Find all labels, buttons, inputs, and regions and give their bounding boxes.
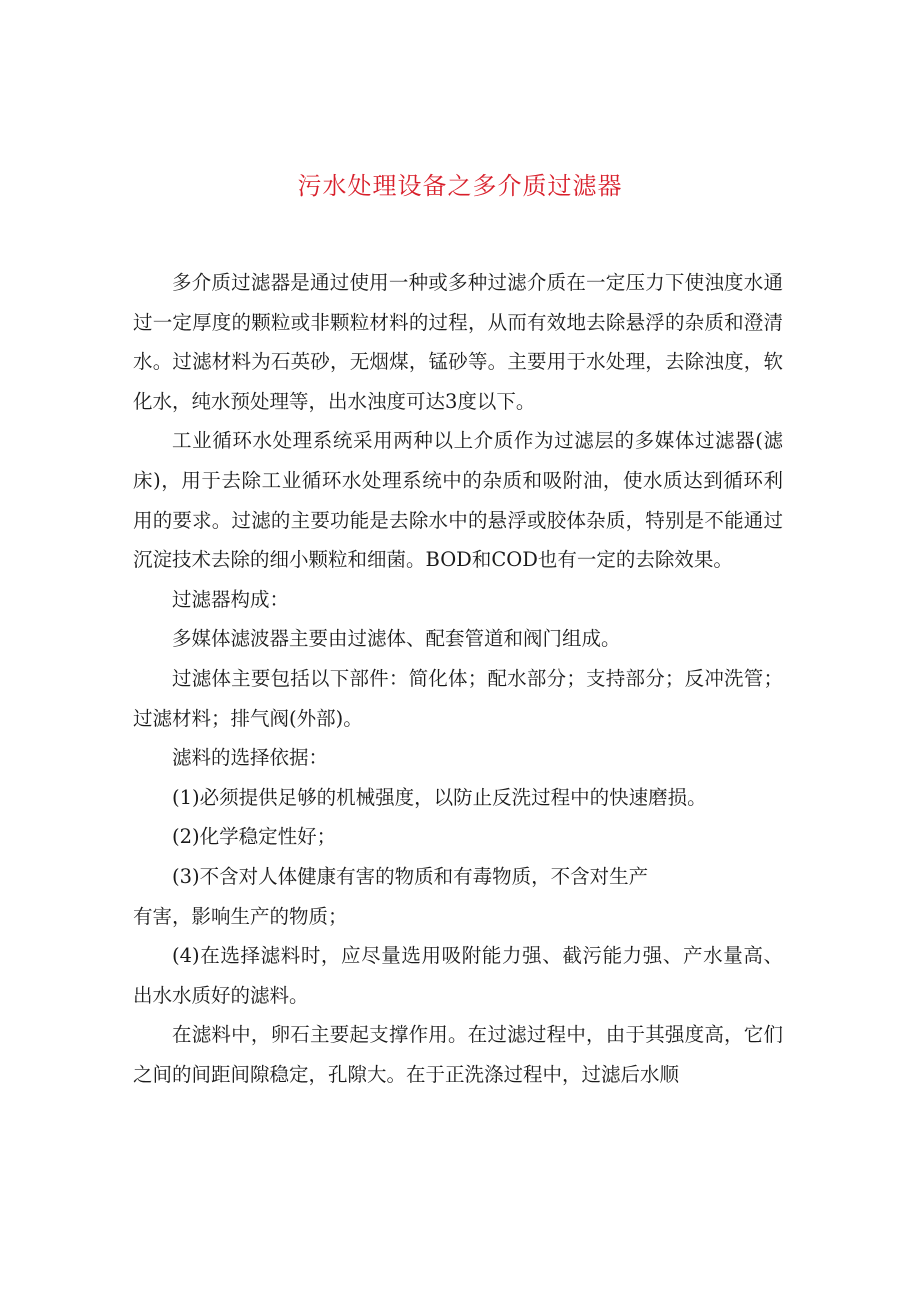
document-title: 污水处理设备之多介质过滤器 bbox=[297, 172, 623, 200]
paragraph-industrial: 工业循环水处理系统采用两种以上介质作为过滤层的多媒体过滤器(滤床)，用于去除工业循环水处理系统中的杂质和吸附油，使水质达到循环利用的要求。过滤的主要功能是去除水中的悬浮或胶体杂质，特别是不能通过沉淀技术去除的细小颗粒和细菌。BOD和COD也有一定的去除效果。 bbox=[133, 429, 783, 572]
paragraph-components: 过滤体主要包括以下部件：简化体；配水部分；支持部分；反冲洗管；过滤材料；排气阀(外部)。 bbox=[133, 666, 783, 730]
paragraph-selection-heading: 滤料的选择依据： bbox=[172, 746, 329, 770]
list-item-3-continued: 有害，影响生产的物质； bbox=[133, 904, 348, 928]
paragraph-composition-heading: 过滤器构成： bbox=[172, 587, 290, 611]
paragraph-pebbles: 在滤料中，卵石主要起支撑作用。在过滤过程中，由于其强度高，它们之间的间距间隙稳定，孔隙大。在于正洗涤过程中，过滤后水顺 bbox=[133, 1023, 783, 1086]
list-item-3: (3)不含对人体健康有害的物质和有毒物质，不含对生产 bbox=[172, 864, 649, 888]
list-item-1: (1)必须提供足够的机械强度，以防止反洗过程中的快速磨损。 bbox=[172, 785, 707, 809]
list-item-2: (2)化学稳定性好； bbox=[172, 825, 337, 849]
document-body bbox=[133, 263, 783, 1094]
paragraph-composition: 多媒体滤波器主要由过滤体、配套管道和阀门组成。 bbox=[172, 627, 621, 651]
list-item-4: (4)在选择滤料时，应尽量选用吸附能力强、截污能力强、产水量高、出水水质好的滤料。 bbox=[133, 944, 783, 1007]
paragraph-intro: 多介质过滤器是通过使用一种或多种过滤介质在一定压力下使浊度水通过一定厚度的颗粒或非颗粒材料的过程，从而有效地去除悬浮的杂质和澄清水。过滤材料为石英砂，无烟煤，锰砂等。主要用于水处理，去除浊度，软化水，纯水预处理等，出水浊度可达3度以下。 bbox=[133, 271, 783, 413]
